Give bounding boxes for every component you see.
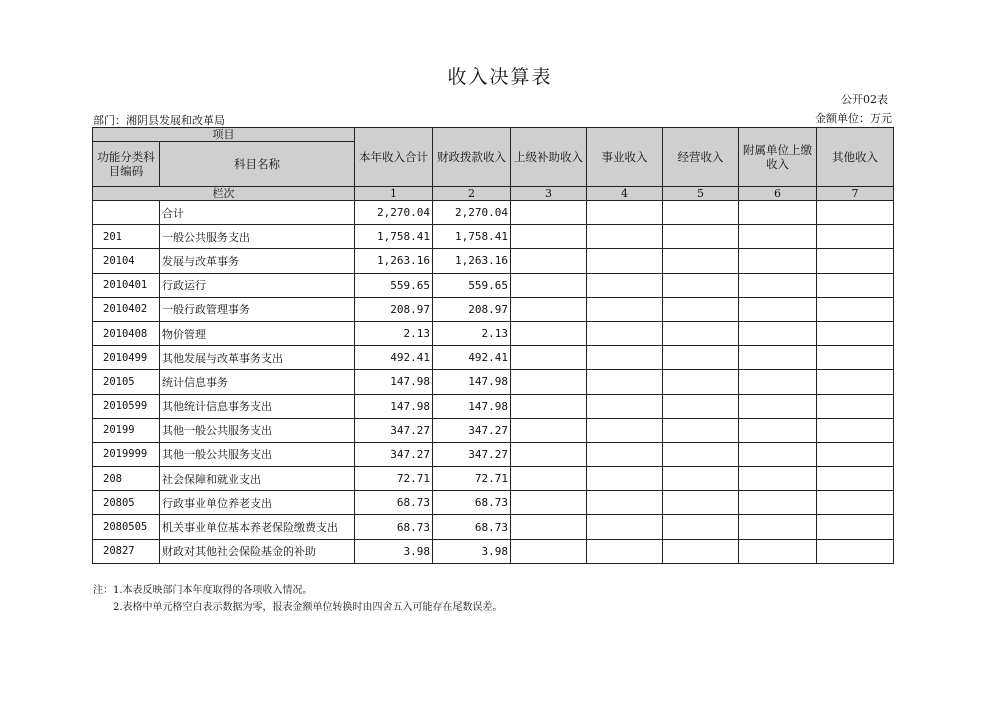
- empty-cell: [817, 515, 894, 539]
- empty-cell: [511, 225, 587, 249]
- column-number: 4: [587, 187, 663, 201]
- column-header: 经营收入: [663, 128, 739, 187]
- column-header: 附属单位上缴收入: [739, 128, 817, 187]
- column-header: 事业收入: [587, 128, 663, 187]
- row-total-income: 1,758.41: [355, 225, 433, 249]
- column-number: 1: [355, 187, 433, 201]
- row-subject-name: 一般行政管理事务: [160, 297, 355, 321]
- empty-cell: [817, 273, 894, 297]
- empty-cell: [817, 539, 894, 563]
- row-subject-name: 财政对其他社会保险基金的补助: [160, 539, 355, 563]
- empty-cell: [587, 201, 663, 225]
- empty-cell: [739, 491, 817, 515]
- footnote: 2.表格中单元格空白表示数据为零，报表金额单位转换时由四舍五入可能存在尾数误差。: [113, 602, 503, 613]
- column-number: 3: [511, 187, 587, 201]
- row-total-income: 1,263.16: [355, 249, 433, 273]
- empty-cell: [587, 515, 663, 539]
- empty-cell: [663, 418, 739, 442]
- empty-cell: [739, 515, 817, 539]
- empty-cell: [739, 346, 817, 370]
- empty-cell: [511, 467, 587, 491]
- row-fiscal-income: 68.73: [433, 515, 511, 539]
- row-fiscal-income: 3.98: [433, 539, 511, 563]
- empty-cell: [739, 370, 817, 394]
- footnote: 注：1.本表反映部门本年度取得的各项收入情况。: [93, 585, 313, 596]
- empty-cell: [817, 346, 894, 370]
- row-fiscal-income: 1,263.16: [433, 249, 511, 273]
- empty-cell: [817, 201, 894, 225]
- row-code: 20199: [93, 418, 160, 442]
- amount-unit-label: 金额单位：万元: [815, 112, 892, 125]
- empty-cell: [739, 539, 817, 563]
- table-row: [93, 491, 894, 515]
- func-code-header: 功能分类科目编码: [93, 142, 160, 187]
- row-fiscal-income: 147.98: [433, 370, 511, 394]
- row-fiscal-income: 208.97: [433, 297, 511, 321]
- table-row: [93, 418, 894, 442]
- row-code: 208: [93, 467, 160, 491]
- item-group-header: 项目: [93, 128, 355, 142]
- empty-cell: [511, 394, 587, 418]
- table-row: [93, 321, 894, 345]
- row-code: 2019999: [93, 442, 160, 466]
- row-fiscal-income: 147.98: [433, 394, 511, 418]
- empty-cell: [587, 297, 663, 321]
- row-total-income: 2.13: [355, 321, 433, 345]
- column-number: 6: [739, 187, 817, 201]
- table-row: [93, 539, 894, 563]
- row-subject-name: 行政运行: [160, 273, 355, 297]
- empty-cell: [663, 491, 739, 515]
- empty-cell: [817, 297, 894, 321]
- empty-cell: [739, 321, 817, 345]
- row-code: 20805: [93, 491, 160, 515]
- row-code: 20104: [93, 249, 160, 273]
- empty-cell: [663, 297, 739, 321]
- column-header: 其他收入: [817, 128, 894, 187]
- income-table: [92, 127, 894, 564]
- table-row: [93, 201, 894, 225]
- row-subject-name: 机关事业单位基本养老保险缴费支出: [160, 515, 355, 539]
- form-code: 公开02表: [841, 93, 888, 106]
- column-header: 本年收入合计: [355, 128, 433, 187]
- empty-cell: [739, 249, 817, 273]
- row-code: 2010499: [93, 346, 160, 370]
- row-code: 2010599: [93, 394, 160, 418]
- empty-cell: [587, 491, 663, 515]
- empty-cell: [663, 539, 739, 563]
- row-fiscal-income: 347.27: [433, 442, 511, 466]
- empty-cell: [739, 297, 817, 321]
- row-total-income: 208.97: [355, 297, 433, 321]
- row-subject-name: 统计信息事务: [160, 370, 355, 394]
- empty-cell: [739, 225, 817, 249]
- empty-cell: [587, 418, 663, 442]
- row-fiscal-income: 559.65: [433, 273, 511, 297]
- empty-cell: [739, 201, 817, 225]
- row-code: 20105: [93, 370, 160, 394]
- empty-cell: [511, 321, 587, 345]
- table-row: [93, 346, 894, 370]
- empty-cell: [511, 273, 587, 297]
- empty-cell: [663, 515, 739, 539]
- page-title: 收入决算表: [447, 66, 553, 88]
- empty-cell: [739, 467, 817, 491]
- empty-cell: [739, 273, 817, 297]
- row-subject-name: 其他一般公共服务支出: [160, 418, 355, 442]
- empty-cell: [587, 370, 663, 394]
- row-subject-name: 其他统计信息事务支出: [160, 394, 355, 418]
- row-fiscal-income: 2.13: [433, 321, 511, 345]
- empty-cell: [587, 394, 663, 418]
- row-code: 2080505: [93, 515, 160, 539]
- empty-cell: [587, 273, 663, 297]
- table-row: [93, 297, 894, 321]
- empty-cell: [817, 321, 894, 345]
- empty-cell: [587, 225, 663, 249]
- row-fiscal-income: 68.73: [433, 491, 511, 515]
- table-row: [93, 442, 894, 466]
- row-fiscal-income: 2,270.04: [433, 201, 511, 225]
- row-total-income: 347.27: [355, 442, 433, 466]
- table-row: [93, 273, 894, 297]
- row-total-income: 68.73: [355, 515, 433, 539]
- row-subject-name: 行政事业单位养老支出: [160, 491, 355, 515]
- row-code: [93, 201, 160, 225]
- column-number: 7: [817, 187, 894, 201]
- empty-cell: [511, 491, 587, 515]
- row-total-income: 492.41: [355, 346, 433, 370]
- column-number: 5: [663, 187, 739, 201]
- empty-cell: [739, 418, 817, 442]
- table-row: [93, 370, 894, 394]
- empty-cell: [511, 370, 587, 394]
- empty-cell: [511, 249, 587, 273]
- empty-cell: [587, 539, 663, 563]
- empty-cell: [587, 467, 663, 491]
- table-row: [93, 467, 894, 491]
- row-code: 2010402: [93, 297, 160, 321]
- empty-cell: [663, 370, 739, 394]
- row-code: 201: [93, 225, 160, 249]
- footnotes: [93, 582, 503, 616]
- row-fiscal-income: 1,758.41: [433, 225, 511, 249]
- row-total-income: 72.71: [355, 467, 433, 491]
- empty-cell: [587, 249, 663, 273]
- empty-cell: [511, 297, 587, 321]
- table-row: [93, 394, 894, 418]
- empty-cell: [587, 321, 663, 345]
- table-row: [93, 515, 894, 539]
- empty-cell: [663, 225, 739, 249]
- empty-cell: [663, 321, 739, 345]
- row-fiscal-income: 72.71: [433, 467, 511, 491]
- row-total-income: 147.98: [355, 394, 433, 418]
- empty-cell: [663, 346, 739, 370]
- column-header: 财政拨款收入: [433, 128, 511, 187]
- empty-cell: [511, 201, 587, 225]
- row-total-income: 147.98: [355, 370, 433, 394]
- row-total-income: 559.65: [355, 273, 433, 297]
- empty-cell: [817, 370, 894, 394]
- row-fiscal-income: 492.41: [433, 346, 511, 370]
- row-code: 20827: [93, 539, 160, 563]
- row-subject-name: 物价管理: [160, 321, 355, 345]
- empty-cell: [663, 273, 739, 297]
- empty-cell: [511, 539, 587, 563]
- row-total-income: 3.98: [355, 539, 433, 563]
- empty-cell: [511, 515, 587, 539]
- table-body: [93, 201, 894, 564]
- row-code: 2010408: [93, 321, 160, 345]
- empty-cell: [663, 249, 739, 273]
- table-row: [93, 225, 894, 249]
- empty-cell: [663, 201, 739, 225]
- empty-cell: [817, 394, 894, 418]
- row-subject-name: 其他发展与改革事务支出: [160, 346, 355, 370]
- row-subject-name: 发展与改革事务: [160, 249, 355, 273]
- empty-cell: [511, 418, 587, 442]
- empty-cell: [817, 249, 894, 273]
- column-number-label: 栏次: [93, 187, 355, 201]
- empty-cell: [817, 442, 894, 466]
- row-subject-name: 社会保障和就业支出: [160, 467, 355, 491]
- empty-cell: [817, 491, 894, 515]
- row-subject-name: 其他一般公共服务支出: [160, 442, 355, 466]
- row-subject-name: 合计: [160, 201, 355, 225]
- empty-cell: [817, 225, 894, 249]
- department-label: 部门：湘阴县发展和改革局: [93, 114, 225, 127]
- table-row: [93, 249, 894, 273]
- row-total-income: 2,270.04: [355, 201, 433, 225]
- empty-cell: [817, 418, 894, 442]
- empty-cell: [663, 442, 739, 466]
- row-total-income: 68.73: [355, 491, 433, 515]
- column-header: 上级补助收入: [511, 128, 587, 187]
- empty-cell: [663, 467, 739, 491]
- subject-name-header: 科目名称: [160, 142, 355, 187]
- row-code: 2010401: [93, 273, 160, 297]
- row-total-income: 347.27: [355, 418, 433, 442]
- empty-cell: [587, 346, 663, 370]
- row-fiscal-income: 347.27: [433, 418, 511, 442]
- empty-cell: [739, 394, 817, 418]
- empty-cell: [817, 467, 894, 491]
- empty-cell: [511, 346, 587, 370]
- empty-cell: [663, 394, 739, 418]
- column-number: 2: [433, 187, 511, 201]
- empty-cell: [511, 442, 587, 466]
- empty-cell: [587, 442, 663, 466]
- row-subject-name: 一般公共服务支出: [160, 225, 355, 249]
- empty-cell: [739, 442, 817, 466]
